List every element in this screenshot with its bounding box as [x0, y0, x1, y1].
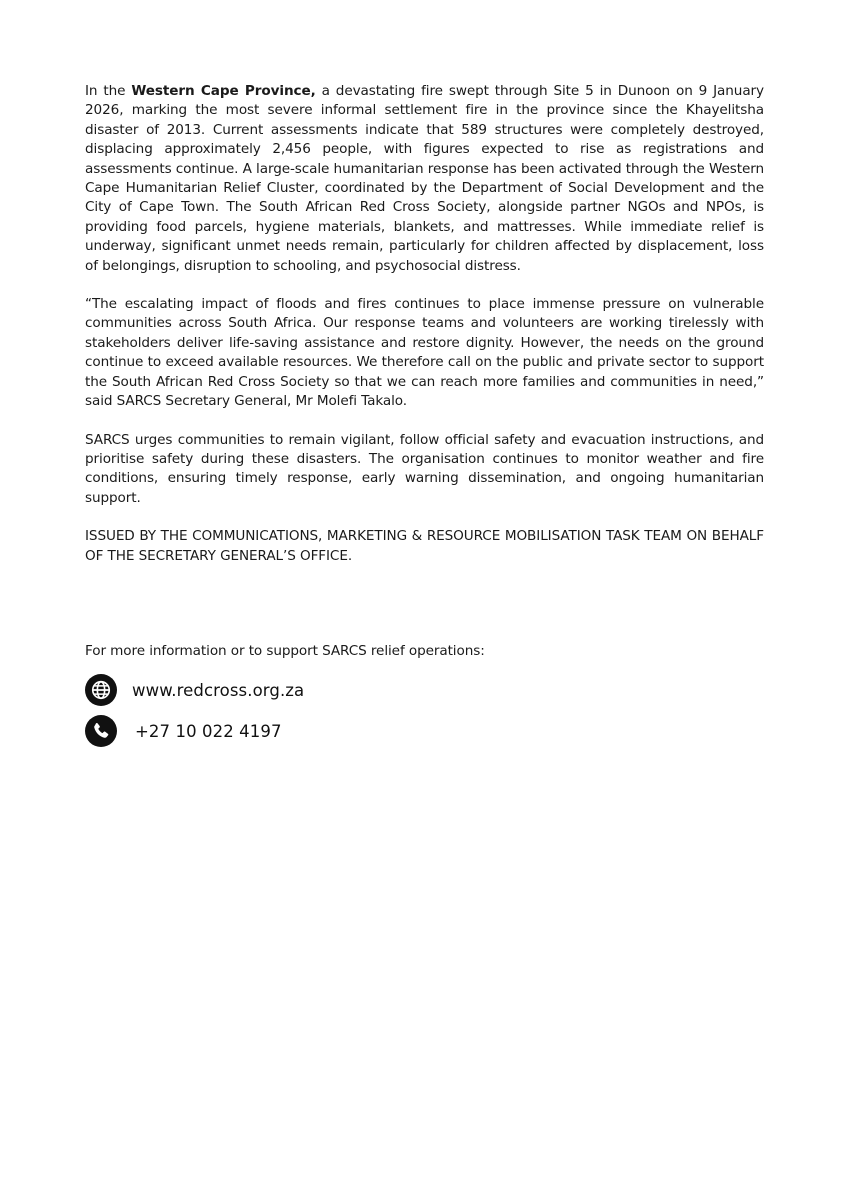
region-name: Western Cape Province, [131, 83, 316, 99]
phone-contact[interactable] [85, 715, 282, 747]
paragraph-lead: In the [85, 83, 132, 99]
contact-intro: For more information or to support SARCS relief operations: [85, 643, 485, 659]
website-link[interactable]: www.redcross.org.za [132, 680, 305, 700]
website-contact[interactable] [85, 674, 304, 706]
globe-icon [85, 674, 117, 706]
paragraph-rest: a devastating fire swept through Site 5 in Dunoon on 9 January 2026, marking the most severe informal settlement fire in the province since the Khayelitsha disaster of 2013. Current assessments indicate that 589 structures were completely destroyed, displacing approximately 2,456 people, with figures expected to rise as registrations and assessments continue. A large-scale humanitarian response has been activated through the Western Cape Humanitarian Relief Cluster, coordinated by the Department of Social Development and the City of Cape Town. The South African Red Cross Society, alongside partner NGOs and NPOs, is providing food parcels, hygiene materials, blankets, and mattresses. While immediate relief is underway, significant unmet needs remain, particularly for children affected by displacement, loss of belongings, disruption to schooling, and psychosocial distress. [85, 83, 764, 274]
issued-by-statement: ISSUED BY THE COMMUNICATIONS, MARKETING & RESOURCE MOBILISATION TASK TEAM ON BEHALF OF THE SECRETARY GENERAL’S OFFICE. [85, 528, 764, 564]
paragraph-western-cape [85, 82, 764, 276]
paragraph-safety: SARCS urges communities to remain vigilant, follow official safety and evacuation instructions, and prioritise safety during these disasters. The organisation continues to monitor weather and fire conditions, ensuring timely response, early warning dissemination, and ongoing humanitarian support. [85, 431, 764, 506]
phone-icon [85, 715, 117, 747]
phone-number[interactable]: +27 10 022 4197 [135, 721, 282, 741]
paragraph-quote: “The escalating impact of floods and fires continues to place immense pressure on vulnerable communities across South Africa. Our response teams and volunteers are working tirelessly with stakeholders deliver life-saving assistance and restore dignity. However, the needs on the ground continue to exceed available resources. We therefore call on the public and private sector to support the South African Red Cross Society so that we can reach more families and communities in need,” said SARCS Secretary General, Mr Molefi Takalo. [85, 296, 764, 410]
press-release-body [85, 82, 764, 566]
